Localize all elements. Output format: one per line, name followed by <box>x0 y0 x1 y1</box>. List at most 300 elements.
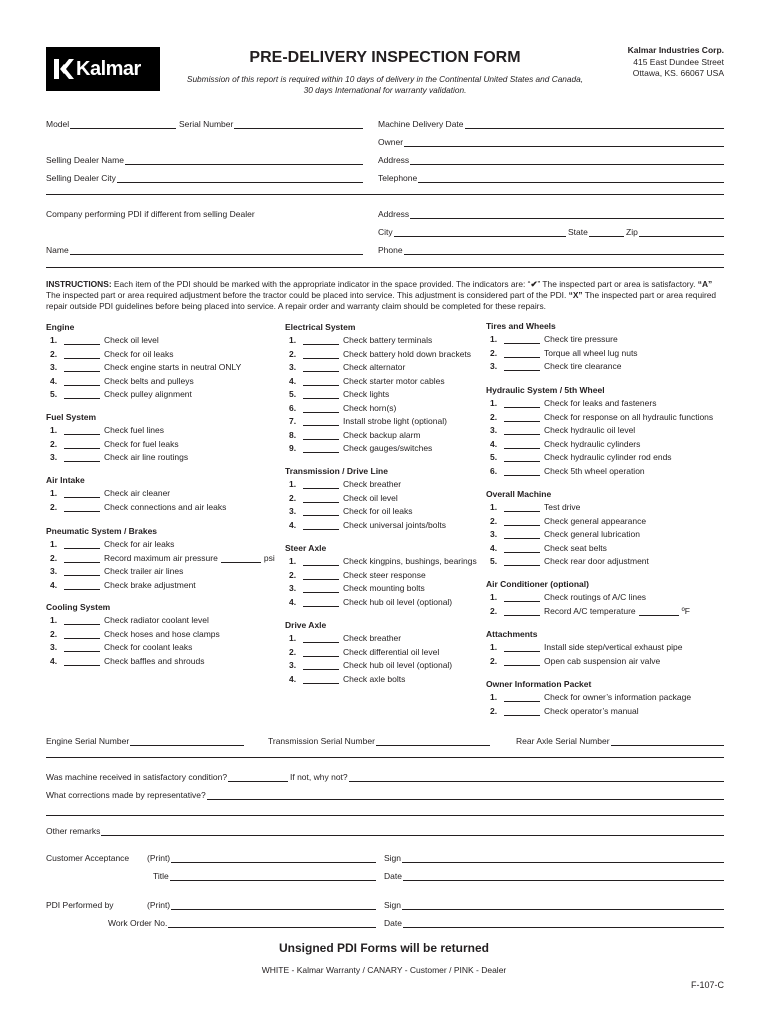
other-remarks-field[interactable]: Other remarks <box>46 824 724 836</box>
item-number: 2. <box>50 438 58 449</box>
checklist-item-engine <box>50 333 159 345</box>
check-blank[interactable] <box>504 362 540 371</box>
item-number: 2. <box>50 628 58 639</box>
check-mark-icon: ✔ <box>530 279 538 289</box>
item-label: Check gauges/switches <box>343 443 433 453</box>
check-blank[interactable] <box>504 467 540 476</box>
item-number: 3. <box>50 642 58 652</box>
check-blank[interactable] <box>303 390 339 399</box>
engine-serial-field[interactable]: Engine Serial Number <box>46 734 244 746</box>
checklist-item-overall <box>490 500 580 512</box>
checklist-item-drive <box>289 631 401 643</box>
check-blank[interactable] <box>504 607 540 616</box>
section-title-transmission: Transmission / Drive Line <box>285 466 388 476</box>
company-name: Kalmar Industries Corp. <box>627 45 724 55</box>
item-number: 2. <box>490 655 498 666</box>
model-field[interactable]: Model <box>46 117 176 129</box>
check-blank[interactable] <box>303 404 339 413</box>
item-label: Check for coolant leaks <box>104 642 193 652</box>
customer-print-field[interactable]: (Print) <box>147 851 376 863</box>
checklist-item-fuel <box>50 423 164 435</box>
item-label: Open cab suspension air valve <box>544 655 661 666</box>
item-label: Check for owner’s information package <box>544 692 692 702</box>
item-label: Check axle bolts <box>343 673 406 684</box>
checklist-item-steer <box>289 554 477 566</box>
checklist-item-cooling <box>50 640 192 652</box>
city-field[interactable]: City <box>378 225 566 237</box>
section-title-ac: Air Conditioner (optional) <box>486 579 589 589</box>
item-label: Check alternator <box>343 362 406 372</box>
check-blank[interactable] <box>504 399 540 408</box>
item-label: Check tire clearance <box>544 361 622 371</box>
item-number: 2. <box>289 492 297 503</box>
instructions: INSTRUCTIONS: Each item of the PDI should be marked with the appropriate indicator in the space provided. The indicators are: “✔” The inspected part or area is satisfactory. “A” The inspected part or area required adjustment before the tractor could be placed into service. This adjustment is considered part of the PDI. “X” The inspected part or area required repair outside PDI guidelines before being placed into service. A repair order and warranty claim should be completed for these repairs. <box>46 279 717 311</box>
item-number: 5. <box>490 452 498 462</box>
pdi-sign-field[interactable]: Sign <box>384 898 724 910</box>
item-label: Check 5th wheel operation <box>544 465 645 476</box>
item-label: Check battery terminals <box>343 335 433 345</box>
section-title-tires: Tires and Wheels <box>486 321 556 331</box>
item-label: Check routings of A/C lines <box>544 592 647 602</box>
item-label: Check operator’s manual <box>544 705 639 716</box>
selling-dealer-city-field[interactable]: Selling Dealer City <box>46 171 363 183</box>
item-number: 3. <box>289 583 297 593</box>
item-label: Check breather <box>343 633 402 643</box>
section-title-steer: Steer Axle <box>285 543 327 553</box>
item-number: 1. <box>50 539 58 549</box>
section-title-engine: Engine <box>46 322 75 332</box>
checklist-item-tires <box>490 359 621 371</box>
customer-sign-field[interactable]: Sign <box>384 851 724 863</box>
checklist-item-hydraulic <box>490 423 635 435</box>
company-address <box>628 45 724 80</box>
item-label: Check starter motor cables <box>343 375 445 386</box>
copy-distribution: WHITE - Kalmar Warranty / CANARY - Customer / PINK - Dealer <box>261 965 507 975</box>
transmission-serial-field[interactable]: Transmission Serial Number <box>268 734 490 746</box>
section-title-cooling: Cooling System <box>46 602 111 612</box>
item-label: Check for leaks and fasteners <box>544 398 657 408</box>
item-label: Record maximum air pressure <box>104 552 218 563</box>
rear-axle-serial-field[interactable]: Rear Axle Serial Number <box>516 734 724 746</box>
checklist-item-steer <box>289 595 452 607</box>
check-blank[interactable] <box>64 440 100 449</box>
check-blank[interactable] <box>64 630 100 639</box>
state-field[interactable]: State <box>568 225 624 237</box>
item-label: Check breather <box>343 479 402 489</box>
item-number: 9. <box>289 443 297 453</box>
item-label: Check hydraulic oil level <box>544 425 636 435</box>
checklist-item-overall <box>490 514 646 526</box>
check-blank[interactable] <box>504 657 540 666</box>
item-number: 3. <box>490 529 498 539</box>
item-number: 4. <box>50 375 58 386</box>
checklist-item-engine <box>50 360 241 372</box>
item-number: 1. <box>490 502 498 512</box>
check-blank[interactable] <box>64 390 100 399</box>
check-blank[interactable] <box>64 453 100 462</box>
form-number: F-107-C <box>690 980 724 990</box>
check-blank[interactable] <box>504 643 540 652</box>
item-label: Check seat belts <box>544 542 607 553</box>
item-label: Check rear door adjustment <box>544 556 649 566</box>
item-label: Check hoses and hose clamps <box>104 628 220 639</box>
item-number: 5. <box>50 389 58 399</box>
item-label: Torque all wheel lug nuts <box>544 347 638 358</box>
item-label: Check for fuel leaks <box>104 438 179 449</box>
checklist-item-ac <box>490 590 646 602</box>
section-title-attachments: Attachments <box>486 629 538 639</box>
check-blank[interactable] <box>504 503 540 512</box>
section-title-owner_info: Owner Information Packet <box>486 679 592 689</box>
company-street: 415 East Dundee Street <box>633 56 724 67</box>
pdi-address-field[interactable]: Address <box>378 207 724 219</box>
check-blank[interactable] <box>504 453 540 462</box>
item-number: 6. <box>289 402 297 413</box>
item-label: Check radiator coolant level <box>104 615 209 625</box>
item-number: 3. <box>50 362 58 372</box>
item-number: 1. <box>490 592 498 602</box>
item-label: Check general appearance <box>544 515 647 526</box>
section-title-electrical: Electrical System <box>285 322 356 332</box>
item-label: Check tire pressure <box>544 334 618 344</box>
checklist-item-electrical <box>289 333 432 345</box>
item-number: 2. <box>50 348 58 359</box>
phone-field[interactable]: Phone <box>378 243 724 255</box>
zip-field[interactable]: Zip <box>626 225 724 237</box>
item-label: Check mounting bolts <box>343 583 425 593</box>
checklist-item-electrical <box>289 374 445 386</box>
item-number: 2. <box>490 705 498 716</box>
checklist-item-electrical <box>289 401 396 413</box>
company-pdi-label: Company performing PDI if different from selling Dealer <box>46 209 255 219</box>
checklist-item-electrical <box>289 347 471 359</box>
check-blank[interactable] <box>303 634 339 643</box>
checklist-item-cooling <box>50 613 209 625</box>
item-number: 3. <box>490 425 498 435</box>
item-number: 1. <box>50 488 58 498</box>
item-number: 2. <box>50 501 58 512</box>
item-number: 1. <box>289 633 297 643</box>
customer-title-field[interactable]: Title <box>153 869 376 881</box>
checklist-item-hydraulic <box>490 396 656 408</box>
item-label: Test drive <box>544 502 581 512</box>
name-field[interactable]: Name <box>46 243 363 255</box>
ac-temp-blank[interactable] <box>639 607 679 616</box>
check-blank[interactable] <box>504 530 540 539</box>
checklist-item-transmission <box>289 518 446 530</box>
checklist-item-drive <box>289 645 439 657</box>
form-subtitle: Submission of this report is required within 10 days of delivery in the Continental United States and Canada, 30 days International for warranty validation. <box>186 74 584 95</box>
item-number: 2. <box>490 347 498 358</box>
item-label: Check for air leaks <box>104 539 175 549</box>
checklist-item-tires <box>490 346 638 358</box>
item-label: Check air line routings <box>104 452 189 462</box>
check-blank[interactable] <box>64 489 100 498</box>
check-blank[interactable] <box>64 567 100 576</box>
checklist-item-attachments <box>490 640 682 652</box>
item-label: Check connections and air leaks <box>104 501 227 512</box>
checklist-item-pneumatic <box>50 537 174 549</box>
item-label: Check horn(s) <box>343 402 397 413</box>
item-number: 8. <box>289 429 297 440</box>
check-blank[interactable] <box>504 413 540 422</box>
telephone-field[interactable]: Telephone <box>378 171 724 183</box>
checklist-item-ac <box>490 604 690 616</box>
check-blank[interactable] <box>504 593 540 602</box>
item-number: 1. <box>50 335 58 345</box>
pdi-performed-label: PDI Performed by <box>46 900 114 910</box>
check-blank[interactable] <box>303 336 339 345</box>
item-label: Check trailer air lines <box>104 566 184 576</box>
checklist-item-electrical <box>289 360 405 372</box>
check-blank[interactable] <box>64 426 100 435</box>
checklist-item-hydraulic <box>490 464 645 476</box>
item-label: Check hub oil level (optional) <box>343 596 453 607</box>
section-title-pneumatic: Pneumatic System / Brakes <box>46 526 158 536</box>
kalmar-logo <box>46 47 160 91</box>
section-title-hydraulic: Hydraulic System / 5th Wheel <box>486 385 605 395</box>
checklist-item-air <box>50 486 170 498</box>
item-label: Check universal joints/bolts <box>343 519 446 530</box>
section-title-air: Air Intake <box>46 475 85 485</box>
check-blank[interactable] <box>303 521 339 530</box>
logo-text: Kalmar <box>76 57 141 80</box>
item-label: Check engine starts in neutral ONLY <box>104 362 242 372</box>
item-number: 3. <box>490 361 498 371</box>
owner-field[interactable]: Owner <box>378 135 724 147</box>
checklist-item-engine <box>50 347 173 359</box>
checklist-item-engine <box>50 387 192 399</box>
item-label: Install side step/vertical exhaust pipe <box>544 642 683 652</box>
checklist-item-transmission <box>289 491 398 503</box>
checklist-item-engine <box>50 374 194 386</box>
checklist-item-attachments <box>490 654 660 666</box>
check-blank[interactable] <box>64 503 100 512</box>
item-label: Check lights <box>343 389 390 399</box>
item-number: 3. <box>50 452 58 462</box>
psi-unit: psi <box>263 552 275 563</box>
checklist-item-hydraulic <box>490 437 640 449</box>
check-blank[interactable] <box>303 480 339 489</box>
check-blank[interactable] <box>303 557 339 566</box>
item-label: Check for oil leaks <box>104 348 174 359</box>
checklist-item-owner_info <box>490 690 691 702</box>
customer-acceptance-label: Customer Acceptance <box>46 853 130 863</box>
checklist-item-electrical <box>289 428 420 440</box>
item-number: 1. <box>289 556 297 566</box>
check-blank[interactable] <box>303 584 339 593</box>
item-number: 4. <box>490 542 498 553</box>
checklist-item-transmission <box>289 477 401 489</box>
check-blank[interactable] <box>504 544 540 553</box>
item-number: 4. <box>289 596 297 607</box>
check-blank[interactable] <box>64 581 100 590</box>
check-blank[interactable] <box>504 707 540 716</box>
section-title-overall: Overall Machine <box>486 489 552 499</box>
check-blank[interactable] <box>504 349 540 358</box>
checklist-item-fuel <box>50 450 188 462</box>
checklist-item-hydraulic <box>490 450 672 462</box>
item-number: 1. <box>289 479 297 489</box>
satisfactory-condition-field[interactable]: Was machine received in satisfactory condition? <box>46 770 288 782</box>
checklist-item-overall <box>490 527 640 539</box>
item-number: 4. <box>50 655 58 666</box>
item-label: Check brake adjustment <box>104 579 196 590</box>
check-blank[interactable] <box>64 643 100 652</box>
item-label: Check fuel lines <box>104 425 165 435</box>
form-title: PRE-DELIVERY INSPECTION FORM <box>249 49 521 66</box>
check-blank[interactable] <box>303 363 339 372</box>
dealer-address-field[interactable]: Address <box>378 153 724 165</box>
checklist-item-transmission <box>289 504 412 516</box>
item-number: 5. <box>490 556 498 566</box>
machine-delivery-date-field[interactable]: Machine Delivery Date <box>378 117 724 129</box>
item-number: 2. <box>289 569 297 580</box>
item-number: 2. <box>490 515 498 526</box>
checklist-item-fuel <box>50 437 179 449</box>
item-number: 1. <box>490 692 498 702</box>
item-number: 3. <box>289 506 297 516</box>
check-blank[interactable] <box>303 675 339 684</box>
item-number: 1. <box>490 642 498 652</box>
checklist-item-pneumatic <box>50 551 275 563</box>
item-label: Record A/C temperature <box>544 605 636 616</box>
unsigned-notice: Unsigned PDI Forms will be returned <box>278 941 490 955</box>
check-blank[interactable] <box>64 540 100 549</box>
item-label: Check general lubrication <box>544 529 640 539</box>
item-number: 4. <box>289 673 297 684</box>
corrections-field[interactable]: What corrections made by representative? <box>46 788 724 800</box>
item-number: 4. <box>289 375 297 386</box>
item-label: Check hub oil level (optional) <box>343 660 453 670</box>
check-blank[interactable] <box>303 494 339 503</box>
checklist-item-cooling <box>50 627 220 639</box>
item-label: Check air cleaner <box>104 488 171 498</box>
company-city: Ottawa, KS. 66067 USA <box>632 68 724 78</box>
item-number: 1. <box>490 398 498 408</box>
check-blank[interactable] <box>64 554 100 563</box>
item-number: 2. <box>490 605 498 616</box>
item-number: 7. <box>289 416 297 426</box>
check-blank[interactable] <box>64 377 100 386</box>
check-blank[interactable] <box>303 661 339 670</box>
check-blank[interactable] <box>504 426 540 435</box>
checklist-item-air <box>50 500 226 512</box>
checklist-item-overall <box>490 554 649 566</box>
item-number: 2. <box>490 411 498 422</box>
checklist-item-pneumatic <box>50 578 196 590</box>
checklist-item-drive <box>289 672 405 684</box>
checklist-item-owner_info <box>490 704 639 716</box>
check-blank[interactable] <box>504 335 540 344</box>
item-number: 4. <box>490 438 498 449</box>
item-label: Check for oil leaks <box>343 506 413 516</box>
check-blank[interactable] <box>64 657 100 666</box>
selling-dealer-name-field[interactable]: Selling Dealer Name <box>46 153 363 165</box>
checklist-item-pneumatic <box>50 564 183 576</box>
temp-unit: ºF <box>681 605 690 616</box>
check-blank[interactable] <box>303 431 339 440</box>
item-label: Check belts and pulleys <box>104 375 194 386</box>
check-blank[interactable] <box>303 444 339 453</box>
thick-divider-2 <box>46 757 724 758</box>
work-order-field[interactable]: Work Order No. <box>108 916 376 928</box>
item-number: 3. <box>50 566 58 576</box>
check-blank[interactable] <box>303 350 339 359</box>
item-number: 2. <box>289 348 297 359</box>
check-blank[interactable] <box>303 377 339 386</box>
checklist-item-drive <box>289 658 452 670</box>
air-pressure-blank[interactable] <box>221 554 261 563</box>
section-title-fuel: Fuel System <box>46 412 97 422</box>
item-number: 1. <box>50 615 58 625</box>
item-number: 3. <box>289 362 297 372</box>
check-blank[interactable] <box>303 648 339 657</box>
item-number: 3. <box>289 660 297 670</box>
item-label: Check hydraulic cylinders <box>544 438 641 449</box>
check-blank[interactable] <box>64 616 100 625</box>
check-blank[interactable] <box>303 571 339 580</box>
pdi-print-field[interactable]: (Print) <box>147 898 376 910</box>
checklist-item-steer <box>289 581 425 593</box>
customer-date-field[interactable]: Date <box>384 869 724 881</box>
item-label: Check steer response <box>343 569 426 580</box>
thick-divider <box>46 267 724 268</box>
item-number: 1. <box>490 334 498 344</box>
check-blank[interactable] <box>64 363 100 372</box>
checklist-item-steer <box>289 568 426 580</box>
item-label: Check for response on all hydraulic functions <box>544 411 714 422</box>
blank-line[interactable] <box>46 815 724 816</box>
section-title-drive: Drive Axle <box>285 620 327 630</box>
divider <box>46 194 724 195</box>
check-blank[interactable] <box>303 417 339 426</box>
checklist-item-electrical <box>289 441 432 453</box>
item-label: Install strobe light (optional) <box>343 416 447 426</box>
item-number: 5. <box>289 389 297 399</box>
item-number: 4. <box>289 519 297 530</box>
item-label: Check backup alarm <box>343 429 421 440</box>
check-blank[interactable] <box>504 557 540 566</box>
check-blank[interactable] <box>64 350 100 359</box>
item-number: 4. <box>50 579 58 590</box>
item-number: 1. <box>50 425 58 435</box>
check-blank[interactable] <box>504 693 540 702</box>
item-label: Check differential oil level <box>343 646 440 657</box>
checklist-item-tires <box>490 332 618 344</box>
kalmar-k-icon <box>52 57 74 81</box>
check-blank[interactable] <box>504 440 540 449</box>
check-blank[interactable] <box>64 336 100 345</box>
checklist-item-overall <box>490 541 607 553</box>
check-blank[interactable] <box>303 598 339 607</box>
checklist-item-electrical <box>289 414 447 426</box>
checklist-item-electrical <box>289 387 389 399</box>
pdi-date-field[interactable]: Date <box>384 916 724 928</box>
check-blank[interactable] <box>303 507 339 516</box>
if-not-field[interactable]: If not, why not? <box>290 770 724 782</box>
item-label: Check kingpins, bushings, bearings <box>343 556 477 566</box>
item-label: Check baffles and shrouds <box>104 655 205 666</box>
item-label: Check pulley alignment <box>104 389 192 399</box>
item-number: 6. <box>490 465 498 476</box>
checklist-item-cooling <box>50 654 205 666</box>
check-blank[interactable] <box>504 517 540 526</box>
serial-number-field[interactable]: Serial Number <box>179 117 363 129</box>
item-label: Check oil level <box>104 335 159 345</box>
item-number: 2. <box>50 552 58 563</box>
item-label: Check battery hold down brackets <box>343 348 472 359</box>
